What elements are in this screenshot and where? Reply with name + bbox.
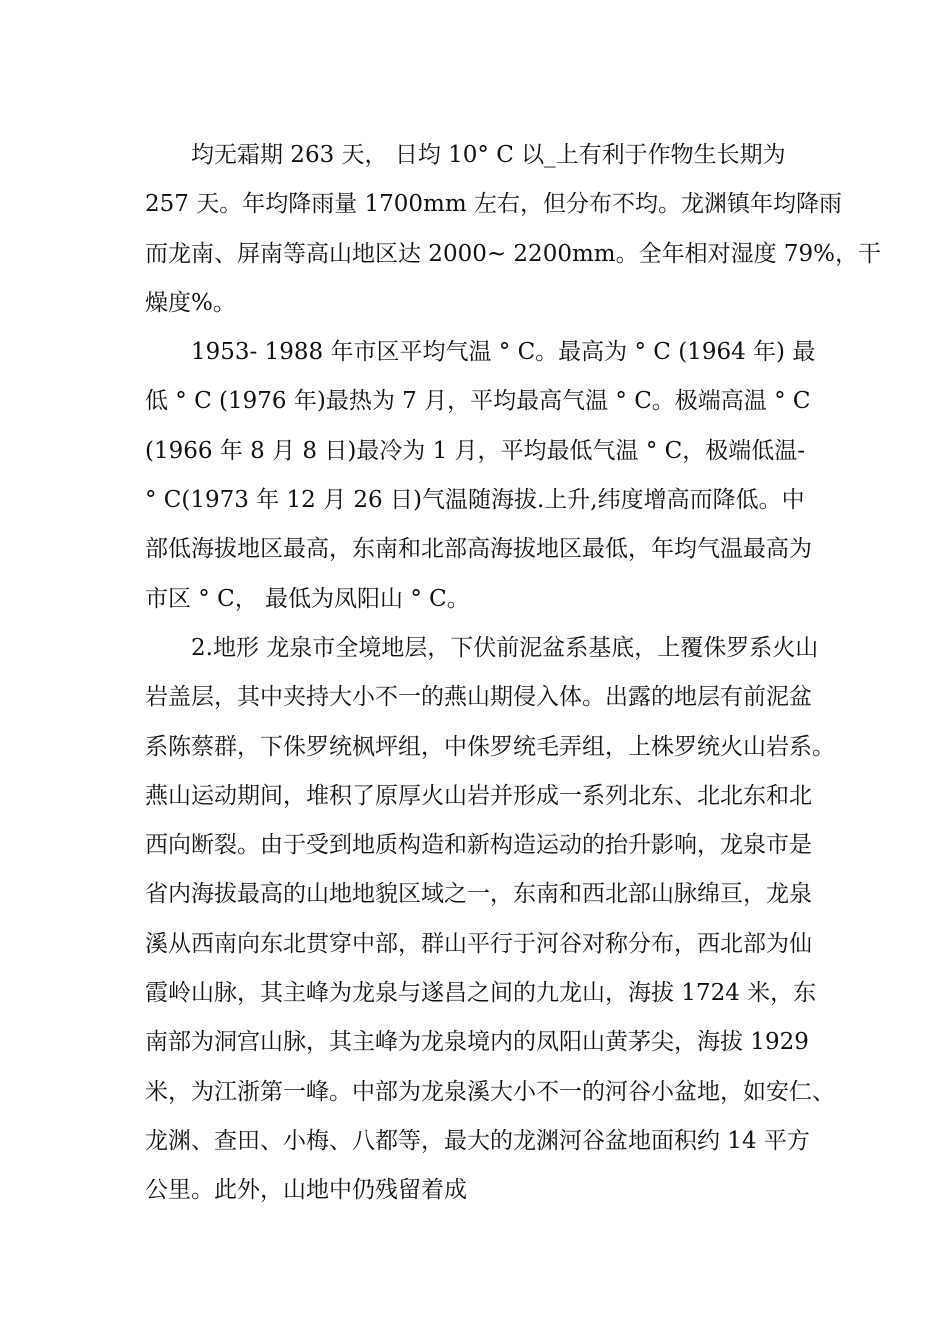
text-line: 均无霜期 263 天， 日均 10° C 以_上有利于作物生长期为	[191, 142, 786, 168]
text-line: 市区 ° C， 最低为凤阳山 ° C。	[145, 585, 470, 612]
text-line: (1966 年 8 月 8 日)最冷为 1 月，平均最低气温 ° C，极端低温-	[145, 437, 806, 464]
text-line: 公里。此外，山地中仍残留着成	[145, 1177, 467, 1204]
text-line: 部低海拔地区最高，东南和北部高海拔地区最低，年均气温最高为	[145, 536, 812, 563]
text-line: 省内海拔最高的山地地貌区域之一，东南和西北部山脉绵亘，龙泉	[145, 881, 812, 908]
paragraph-climate-frost	[145, 131, 882, 328]
text-line: 257 天。年均降雨量 1700mm 左右，但分布不均。龙渊镇年均降雨	[145, 191, 842, 218]
text-line: 2.地形 龙泉市全境地层，下伏前泥盆系基底，上覆侏罗系火山	[191, 634, 819, 661]
text-line: 岩盖层，其中夹持大小不一的燕山期侵入体。出露的地层有前泥盆	[145, 684, 812, 711]
text-line: 龙渊、查田、小梅、八都等，最大的龙渊河谷盆地面积约 14 平方	[145, 1127, 810, 1154]
text-line: 西向断裂。由于受到地质构造和新构造运动的抬升影响，龙泉市是	[145, 832, 812, 859]
text-line: ° C(1973 年 12 月 26 日)气温随海拔.上升,纬度增高而降低。中	[145, 487, 805, 514]
text-line: 霞岭山脉，其主峰为龙泉与遂昌之间的九龙山，海拔 1724 米，东	[145, 980, 817, 1007]
text-line: 南部为洞宫山脉，其主峰为龙泉境内的凤阳山黄茅尖，海拔 1929	[145, 1029, 809, 1056]
text-line: 燥度%。	[145, 289, 236, 316]
text-line: 燕山运动期间，堆积了原厚火山岩并形成一系列北东、北北东和北	[145, 782, 812, 809]
document-body	[145, 131, 882, 1216]
paragraph-climate-temperature	[145, 328, 815, 624]
text-line: 1953- 1988 年市区平均气温 ° C。最高为 ° C (1964 年) 最	[191, 339, 816, 366]
text-line: 溪从西南向东北贯穿中部，群山平行于河谷对称分布，西北部为仙	[145, 930, 812, 957]
text-line: 而龙南、屏南等高山地区达 2000~ 2200mm。全年相对湿度 79%，干	[145, 240, 882, 267]
paragraph-terrain	[145, 624, 835, 1216]
text-line: 米，为江浙第一峰。中部为龙泉溪大小不一的河谷小盆地，如安仁、	[145, 1078, 835, 1105]
text-line: 系陈蔡群，下侏罗统枫坪组，中侏罗统毛弄组，上株罗统火山岩系。	[145, 733, 835, 760]
text-line: 低 ° C (1976 年)最热为 7 月，平均最高气温 ° C。极端高温 ° C	[145, 388, 811, 415]
